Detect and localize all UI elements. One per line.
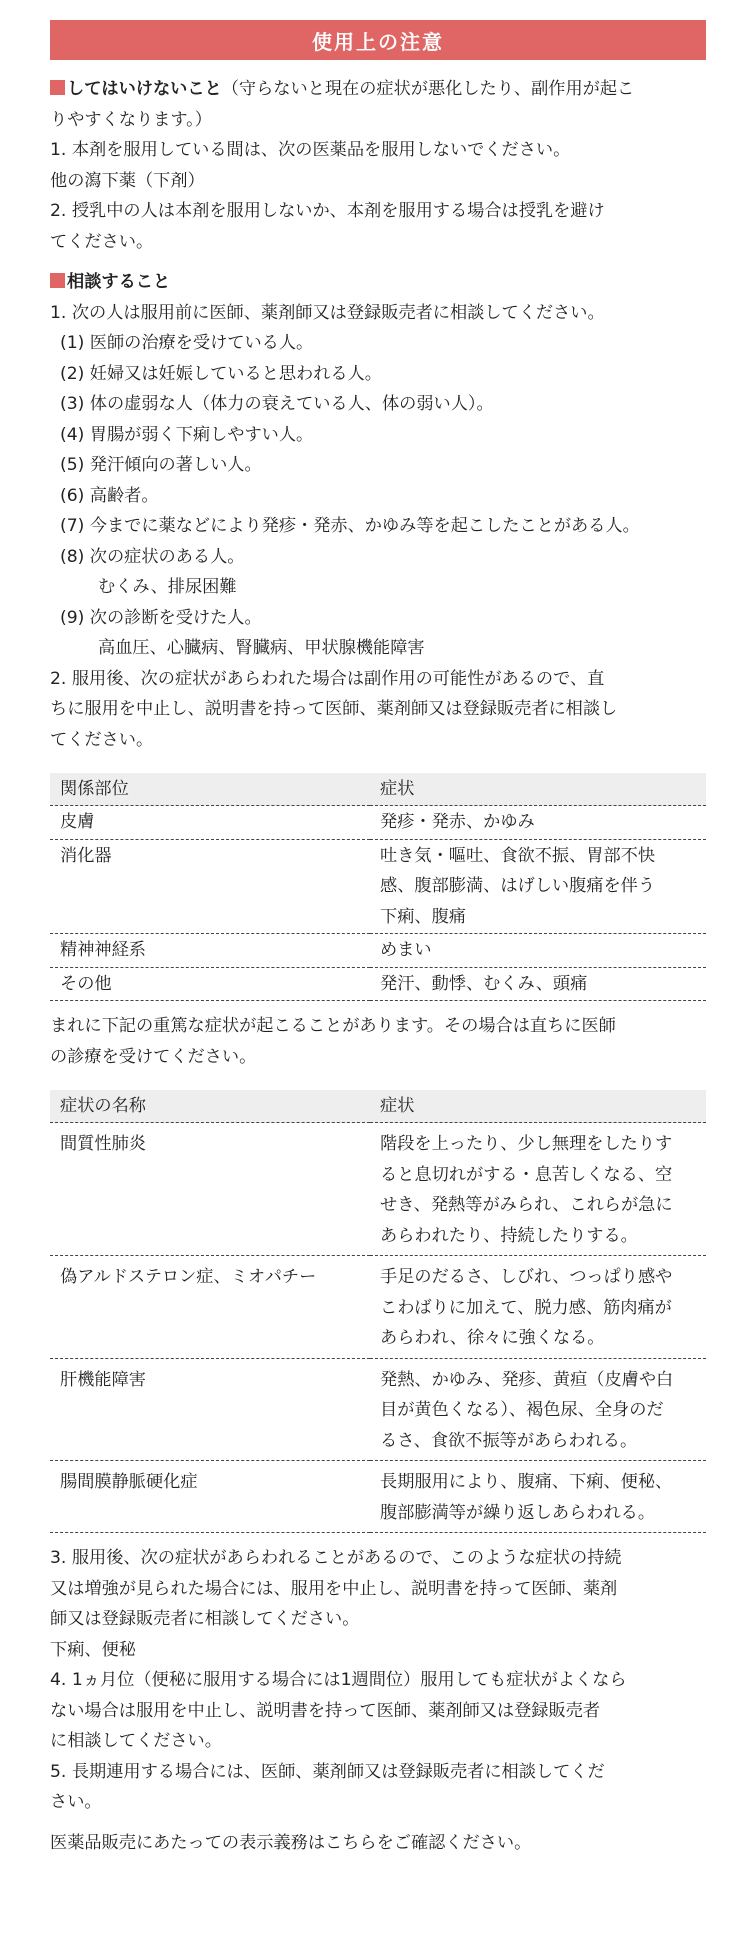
symptom-line: こわばりに加えて、脱力感、筋肉痛が: [380, 1297, 672, 1318]
table-cell-part: 消化器: [50, 839, 370, 934]
table-cell-part: その他: [50, 967, 370, 1001]
section2-sub9: (9) 次の診断を受けた人。: [60, 607, 262, 628]
section2-item3-detail: 下痢、便秘: [50, 1639, 136, 1660]
section2-sub: (6) 高齢者。: [60, 485, 159, 506]
table-cell-symptom: [370, 967, 706, 1001]
table-header-row: [50, 773, 706, 806]
section2-heading: [50, 267, 710, 298]
section2-item3: 3. 服用後、次の症状があらわれることがあるので、このような症状の持続: [50, 1548, 622, 1568]
rare-warning-cont: の診療を受けてください。: [50, 1046, 257, 1067]
symptom-line: 発疹・発赤、かゆみ: [380, 812, 535, 832]
table-header-symptom: 症状: [370, 1090, 706, 1123]
section2-sub: (3) 体の虚弱な人（体力の衰えている人、体の弱い人）。: [60, 394, 494, 414]
section2-item4-cont: ない場合は服用を中止し、説明書を持って医師、薬剤師又は登録販売者: [50, 1700, 601, 1721]
section2-item5-cont: さい。: [50, 1792, 102, 1812]
table-row: [50, 1123, 706, 1256]
symptom-line: あらわれたり、持続したりする。: [380, 1225, 638, 1246]
footer-note: 医薬品販売にあたっての表示義務はこちらをご確認ください。: [50, 1832, 532, 1853]
side-effects-table: [50, 773, 706, 1001]
section1-heading-line: [50, 74, 710, 105]
section2-item3-cont: 又は増強が見られた場合には、服用を中止し、説明書を持って医師、薬剤: [50, 1578, 618, 1599]
section1-item2: 2. 授乳中の人は本剤を服用しないか、本剤を服用する場合は授乳を避け: [50, 201, 605, 221]
section2-item2-cont: てください。: [50, 729, 154, 750]
square-bullet-icon: [50, 80, 65, 95]
symptom-line: めまい: [380, 940, 432, 960]
table-cell-name: 肝機能障害: [50, 1358, 370, 1461]
table-cell-symptom: [370, 1461, 706, 1533]
symptom-line: るさ、食欲不振等があらわれる。: [380, 1430, 638, 1451]
section1-note: （守らないと現在の症状が悪化したり、副作用が起こ: [221, 79, 635, 99]
square-bullet-icon: [50, 273, 65, 288]
table-cell-symptom: [370, 1358, 706, 1461]
symptom-line: 目が黄色くなる）、褐色尿、全身のだ: [380, 1400, 664, 1420]
symptom-line: 感、腹部膨満、はげしい腹痛を伴う: [380, 876, 656, 896]
section2-sub9-detail: 高血圧、心臓病、腎臓病、甲状腺機能障害: [98, 638, 425, 658]
header-title-bar: [50, 20, 706, 60]
table-cell-name: 腸間膜静脈硬化症: [50, 1461, 370, 1533]
section2-item2-cont: ちに服用を中止し、説明書を持って医師、薬剤師又は登録販売者に相談し: [50, 699, 618, 719]
section2-item2: 2. 服用後、次の症状があらわれた場合は副作用の可能性があるので、直: [50, 668, 605, 689]
table-header-row: [50, 1090, 706, 1123]
section1-item2-cont: てください。: [50, 231, 154, 252]
table-cell-symptom: [370, 934, 706, 968]
symptom-line: 下痢、腹痛: [380, 906, 466, 927]
table-cell-symptom: [370, 839, 706, 934]
section2-sub: (2) 妊婦又は妊娠していると思われる人。: [60, 363, 382, 384]
section2-sub: (4) 胃腸が弱く下痢しやすい人。: [60, 424, 314, 445]
content: [50, 74, 710, 1858]
symptom-line: 発熱、かゆみ、発疹、黄疸（皮膚や白: [380, 1369, 674, 1390]
table-cell-part: 精神神経系: [50, 934, 370, 968]
table-cell-symptom: [370, 1123, 706, 1256]
header-title: 使用上の注意: [312, 29, 444, 54]
table-row: [50, 806, 706, 840]
symptom-line: 腹部膨満等が繰り返しあらわれる。: [380, 1502, 656, 1523]
section2-sub: (8) 次の症状のある人。: [60, 546, 245, 567]
symptom-line: 吐き気・嘔吐、食欲不振、胃部不快: [380, 845, 656, 866]
section2-sub: (7) 今までに薬などにより発疹・発赤、かゆみ等を起こしたことがある人。: [60, 516, 640, 536]
serious-effects-table: [50, 1090, 706, 1533]
table-cell-symptom: [370, 806, 706, 840]
section1-item1: 1. 本剤を服用している間は、次の医薬品を服用しないでください。: [50, 140, 571, 160]
section1-title: してはいけないこと: [67, 79, 222, 99]
section1-item1-detail: 他の瀉下薬（下剤）: [50, 170, 205, 191]
section2-sub: (5) 発汗傾向の著しい人。: [60, 455, 262, 475]
section2-sub: (1) 医師の治療を受けている人。: [60, 333, 314, 353]
table-cell-name: 間質性肺炎: [50, 1123, 370, 1256]
table-cell-name: 偽アルドステロン症、ミオパチー: [50, 1256, 370, 1359]
symptom-line: あらわれ、徐々に強くなる。: [380, 1328, 605, 1348]
section2-item3-cont: 師又は登録販売者に相談してください。: [50, 1609, 360, 1629]
symptom-line: 手足のだるさ、しびれ、つっぱり感や: [380, 1267, 673, 1287]
rare-warning: まれに下記の重篤な症状が起こることがあります。その場合は直ちに医師: [50, 1016, 616, 1036]
table-row: [50, 1358, 706, 1461]
symptom-line: 発汗、動悸、むくみ、頭痛: [380, 973, 588, 994]
table-cell-part: 皮膚: [50, 806, 370, 840]
section2-item5: 5. 長期連用する場合には、医師、薬剤師又は登録販売者に相談してくだ: [50, 1761, 605, 1782]
symptom-line: 階段を上ったり、少し無理をしたりす: [380, 1134, 673, 1154]
table-row: [50, 1461, 706, 1533]
section1-note-cont: りやすくなります。）: [50, 109, 212, 130]
section2-item4: 4. 1ヵ月位（便秘に服用する場合には1週間位）服用しても症状がよくなら: [50, 1670, 627, 1690]
table-header-part: 関係部位: [50, 773, 370, 806]
symptom-line: ると息切れがする・息苦しくなる、空: [380, 1164, 673, 1185]
table-header-name: 症状の名称: [50, 1090, 370, 1123]
section2-title: 相談すること: [67, 272, 171, 292]
symptom-line: 長期服用により、腹痛、下痢、便秘、: [380, 1472, 673, 1492]
section2-item1: 1. 次の人は服用前に医師、薬剤師又は登録販売者に相談してください。: [50, 302, 605, 323]
table-row: [50, 1256, 706, 1359]
section2-sub8-detail: むくみ、排尿困難: [98, 577, 237, 597]
table-cell-symptom: [370, 1256, 706, 1359]
section2-item4-cont: に相談してください。: [50, 1731, 222, 1751]
symptom-line: せき、発熱等がみられ、これらが急に: [380, 1195, 673, 1215]
table-row: [50, 934, 706, 968]
table-row: [50, 967, 706, 1001]
table-header-symptom: 症状: [370, 773, 706, 806]
table-row: [50, 839, 706, 934]
